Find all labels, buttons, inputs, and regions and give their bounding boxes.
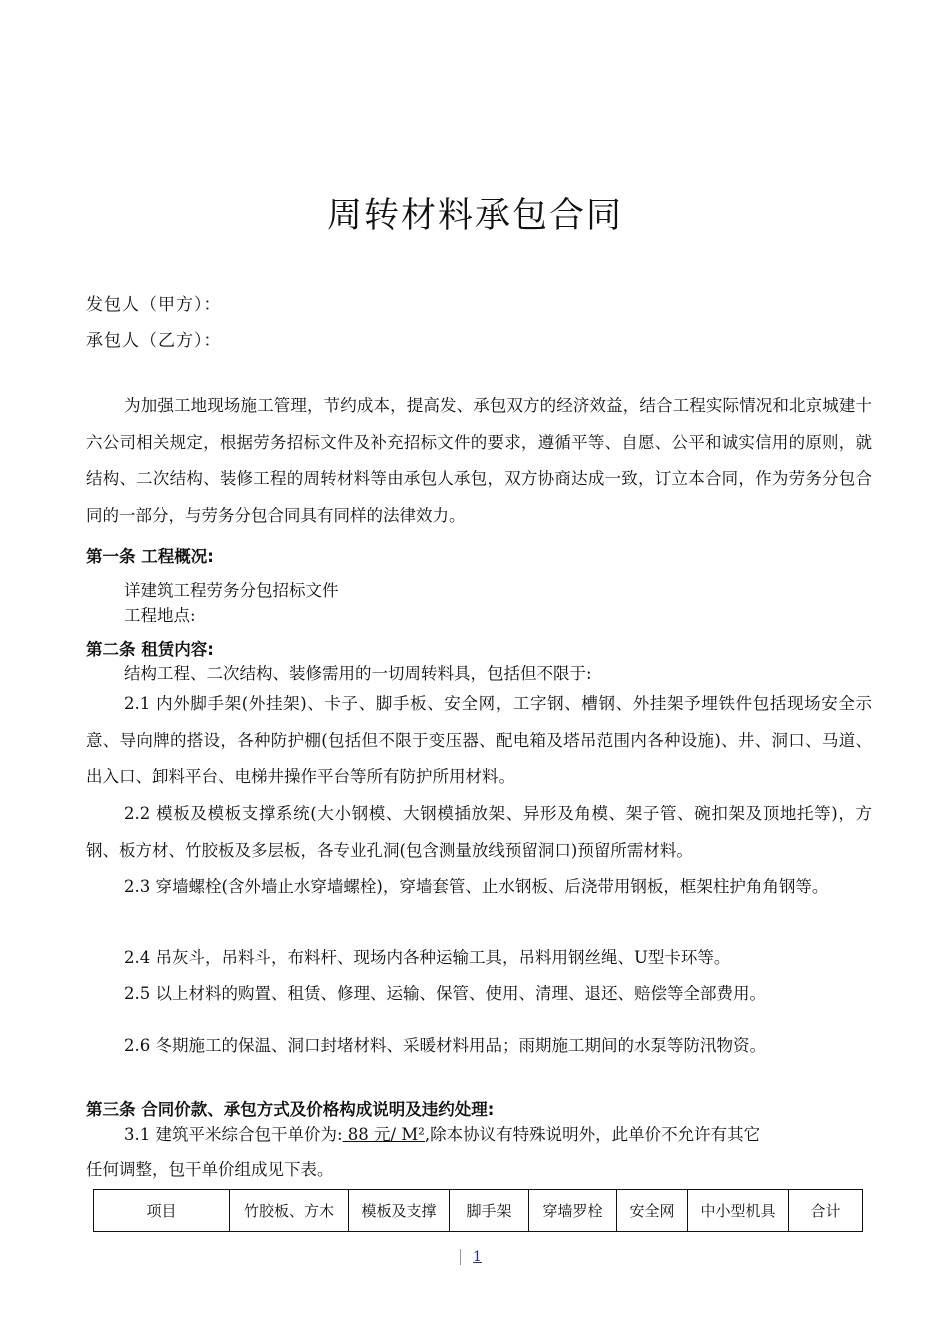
article2-item-2-6: 2.6 冬期施工的保温、洞口封堵材料、采暖材料用品；雨期施工期间的水泵等防汛物资。 [124,1036,766,1055]
table-header-cell: 合计 [789,1190,863,1232]
table-header-row [94,1190,863,1232]
page-footer [460,1249,482,1265]
table-header-cell: 穿墙罗栓 [529,1190,617,1232]
table-header-cell: 脚手架 [450,1190,529,1232]
article2-heading: 第二条 租赁内容: [86,640,214,659]
article2-item-2-5: 2.5 以上材料的购置、租赁、修理、运输、保管、使用、清理、退还、赔偿等全部费用。 [124,984,766,1003]
article1-line2: 工程地点: [124,606,196,625]
intro-text: 为加强工地现场施工管理，节约成本，提高发、承包双方的经济效益，结合工程实际情况和北京城建十六公司相关规定，根据劳务招标文件及补充招标文件的要求，遵循平等、自愿、公平和诚实信用的原则，就结构、二次结构、装修工程的周转材料等由承包人承包，双方协商达成一致，订立本合同，作为劳务分包合同的一部分，与劳务分包合同具有同样的法律效力。 [86,396,872,525]
price-table [93,1189,863,1232]
footer-divider [460,1249,461,1265]
table-header-cell: 竹胶板、方木 [230,1190,349,1232]
table-header-cell: 安全网 [617,1190,688,1232]
document-title: 周转材料承包合同 [326,196,623,236]
article2-item-2-3: 2.3 穿墙螺栓(含外墙止水穿墙螺栓)，穿墙套管、止水钢板、后浇带用钢板，框架柱护角角钢等。 [124,877,829,896]
article1-heading: 第一条 工程概况: [86,547,214,566]
article3-clause-3-1-cont: 任何调整，包干单价组成见下表。 [86,1160,334,1179]
party-a-label: 发包人（甲方）： [86,295,222,315]
article3-heading: 第三条 合同价款、承包方式及价格构成说明及违约处理: [86,1100,495,1119]
table-header-cell: 项目 [94,1190,230,1232]
table-header-cell: 中小型机具 [688,1190,789,1232]
article2-intro: 结构工程、二次结构、装修需用的一切周转料具，包括但不限于: [124,664,592,683]
unit-price-value: 88 元/ M² [342,1125,425,1144]
table-header-cell: 模板及支撑 [349,1190,450,1232]
article1-line1: 详建筑工程劳务分包招标文件 [124,581,339,600]
article2-item-2-4: 2.4 吊灰斗，吊料斗，布料杆、现场内各种运输工具，吊料用钢丝绳、U型卡环等。 [124,948,731,967]
page-number: 1 [473,1249,482,1265]
article2-item-2-1: 2.1 内外脚手架(外挂架)、卡子、脚手板、安全网，工字钢、槽钢、外挂架予埋铁件包括现场安全示意、导向牌的搭设，各种防护棚(包括但不限于变压器、配电箱及塔吊范围内各种设施)、井、洞口、马道、出入口、卸料平台、电梯井操作平台等所有防护所用材料。 [86,694,872,786]
article2-item-2-2: 2.2 模板及模板支撑系统(大小钢模、大钢模插放架、异形及角模、架子管、碗扣架及顶地托等)，方钢、板方材、竹胶板及多层板，各专业孔洞(包含测量放线预留洞口)预留所需材料。 [86,804,872,860]
intro-paragraph [86,388,872,534]
party-b-label: 承包人（乙方）： [86,331,222,351]
article3-clause-3-1: 3.1 建筑平米综合包干单价为: 88 元/ M²,除本协议有特殊说明外，此单价不允许有其它 [124,1125,761,1144]
